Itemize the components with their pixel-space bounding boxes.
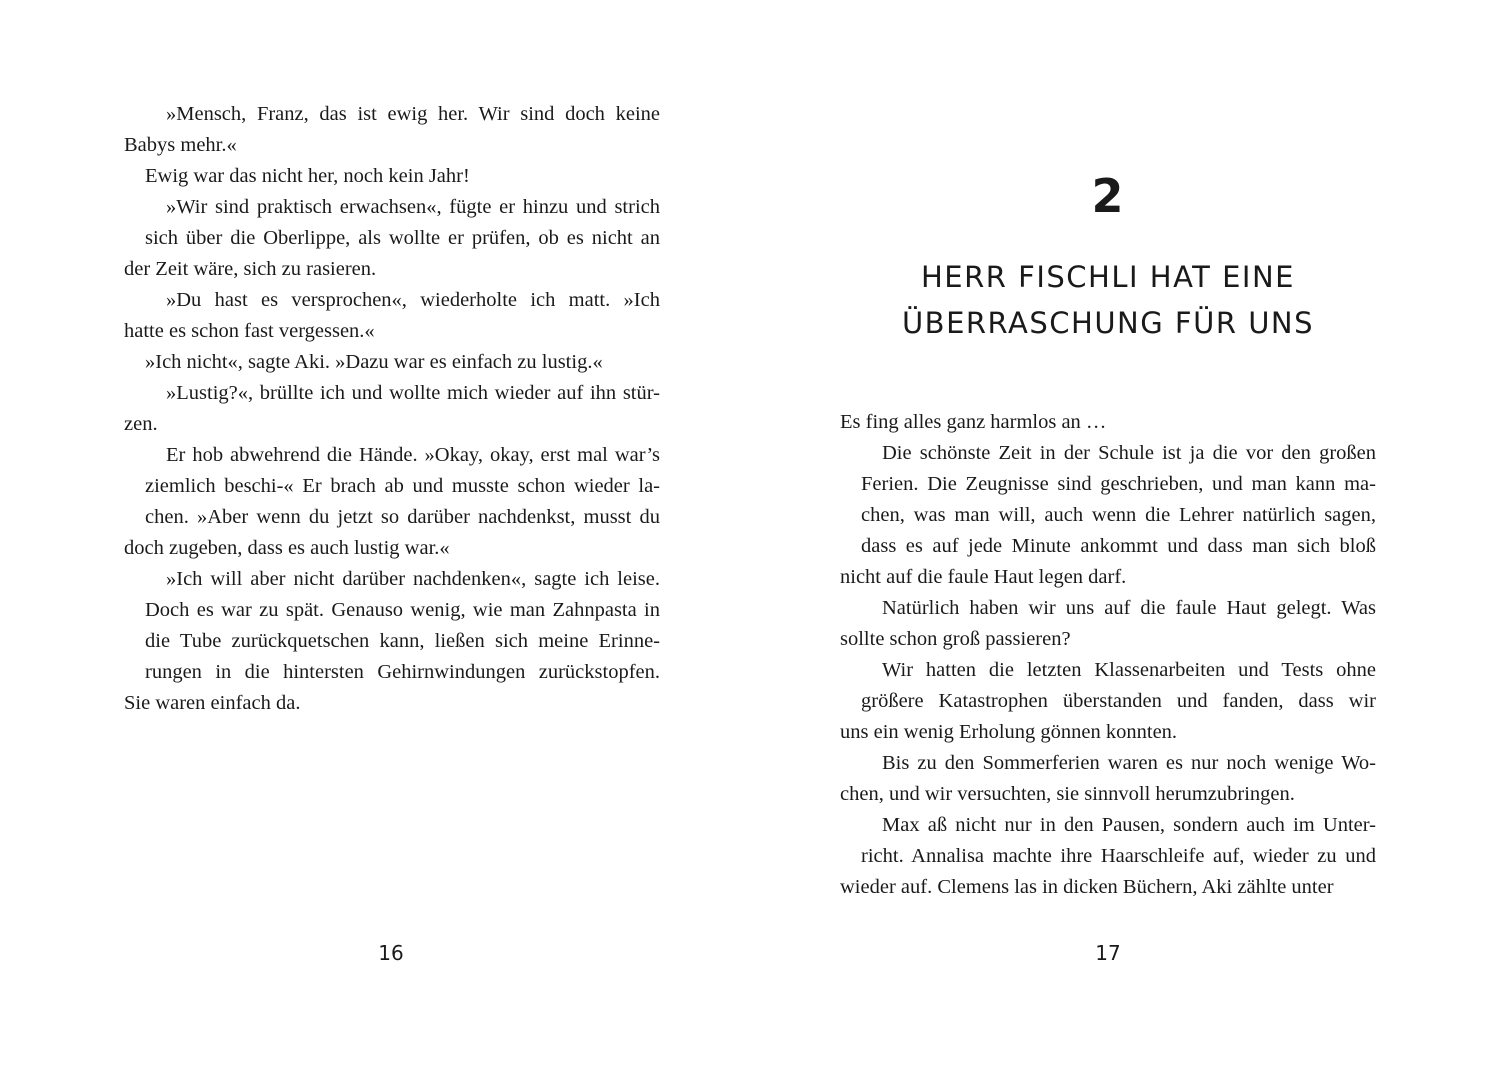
- paragraph: [124, 192, 660, 285]
- text-line: hatte es schon fast vergessen.«: [124, 320, 375, 342]
- text-line: chen, was man will, auch wenn die Lehrer natürlich sagen,: [861, 504, 1376, 526]
- paragraph: [840, 407, 1376, 438]
- text-line: chen. »Aber wenn du jetzt so darüber nachdenkst, musst du: [145, 506, 660, 528]
- text-line: Ferien. Die Zeugnisse sind geschrieben, und man kann ma-: [861, 473, 1376, 495]
- chapter-title: [750, 254, 1466, 346]
- text-line: Die schönste Zeit in der Schule ist ja die vor den großen: [882, 442, 1376, 464]
- text-line: uns ein wenig Erholung gönnen konnten.: [840, 721, 1178, 743]
- text-line: »Ich nicht«, sagte Aki. »Dazu war es einfach zu lustig.«: [145, 351, 603, 373]
- right-page-text: [840, 407, 1376, 903]
- text-line: Ewig war das nicht her, noch kein Jahr!: [145, 165, 470, 187]
- text-line: chen, und wir versuchten, sie sinnvoll herumzubringen.: [840, 783, 1295, 805]
- text-line: sich über die Oberlippe, als wollte er prüfen, ob es nicht an: [145, 227, 660, 249]
- left-page-text: [124, 99, 660, 719]
- paragraph: [840, 438, 1376, 593]
- paragraph: [124, 99, 660, 161]
- page-number-right: 17: [1095, 941, 1121, 965]
- text-line: »Ich will aber nicht darüber nachdenken«, sagte ich leise.: [166, 568, 660, 590]
- paragraph: [840, 748, 1376, 810]
- paragraph: [124, 378, 660, 440]
- text-line: Es fing alles ganz harmlos an …: [840, 411, 1107, 433]
- text-line: richt. Annalisa machte ihre Haarschleife auf, wieder zu und: [861, 845, 1376, 867]
- paragraph: [124, 440, 660, 564]
- text-line: Babys mehr.«: [124, 134, 237, 156]
- paragraph: [124, 161, 660, 192]
- text-line: Sie waren einfach da.: [124, 692, 301, 714]
- text-line: wieder auf. Clemens las in dicken Büchern, Aki zählte unter: [840, 876, 1334, 898]
- paragraph: [124, 285, 660, 347]
- text-line: Bis zu den Sommerferien waren es nur noch wenige Wo-: [882, 752, 1376, 774]
- text-line: »Du hast es versprochen«, wiederholte ich matt. »Ich: [166, 289, 660, 311]
- text-line: »Mensch, Franz, das ist ewig her. Wir sind doch keine: [166, 103, 660, 125]
- text-line: Doch es war zu spät. Genauso wenig, wie man Zahnpasta in: [145, 599, 660, 621]
- text-line: ziemlich beschi-« Er brach ab und musste schon wieder la-: [145, 475, 660, 497]
- text-line: nicht auf die faule Haut legen darf.: [840, 566, 1127, 588]
- paragraph: [840, 810, 1376, 903]
- text-line: Max aß nicht nur in den Pausen, sondern auch im Unter-: [882, 814, 1376, 836]
- chapter-number: 2: [1091, 169, 1125, 223]
- text-line: der Zeit wäre, sich zu rasieren.: [124, 258, 377, 280]
- paragraph: [124, 564, 660, 719]
- text-line: sollte schon groß passieren?: [840, 628, 1071, 650]
- page-number-left: 16: [378, 941, 404, 965]
- text-line: dass es auf jede Minute ankommt und dass man sich bloß: [861, 535, 1376, 557]
- paragraph: [840, 655, 1376, 748]
- text-line: Er hob abwehrend die Hände. »Okay, okay, erst mal war’s: [166, 444, 660, 466]
- text-line: »Lustig?«, brüllte ich und wollte mich wieder auf ihn stür-: [166, 382, 660, 404]
- text-line: rungen in die hintersten Gehirnwindungen zurückstopfen.: [145, 661, 660, 683]
- text-line: die Tube zurückquetschen kann, ließen sich meine Erinne-: [145, 630, 660, 652]
- text-line: doch zugeben, dass es auch lustig war.«: [124, 537, 450, 559]
- chapter-title-line: HERR FISCHLI HAT EINE: [921, 260, 1295, 294]
- text-line: zen.: [124, 413, 158, 435]
- chapter-title-line: ÜBERRASCHUNG FÜR UNS: [901, 306, 1315, 340]
- text-line: größere Katastrophen überstanden und fanden, dass wir: [861, 690, 1376, 712]
- text-line: Wir hatten die letzten Klassenarbeiten und Tests ohne: [882, 659, 1376, 681]
- right-page: [750, 0, 1500, 1086]
- text-line: »Wir sind praktisch erwachsen«, fügte er hinzu und strich: [166, 196, 660, 218]
- paragraph: [124, 347, 660, 378]
- paragraph: [840, 593, 1376, 655]
- text-line: Natürlich haben wir uns auf die faule Haut gelegt. Was: [882, 597, 1376, 619]
